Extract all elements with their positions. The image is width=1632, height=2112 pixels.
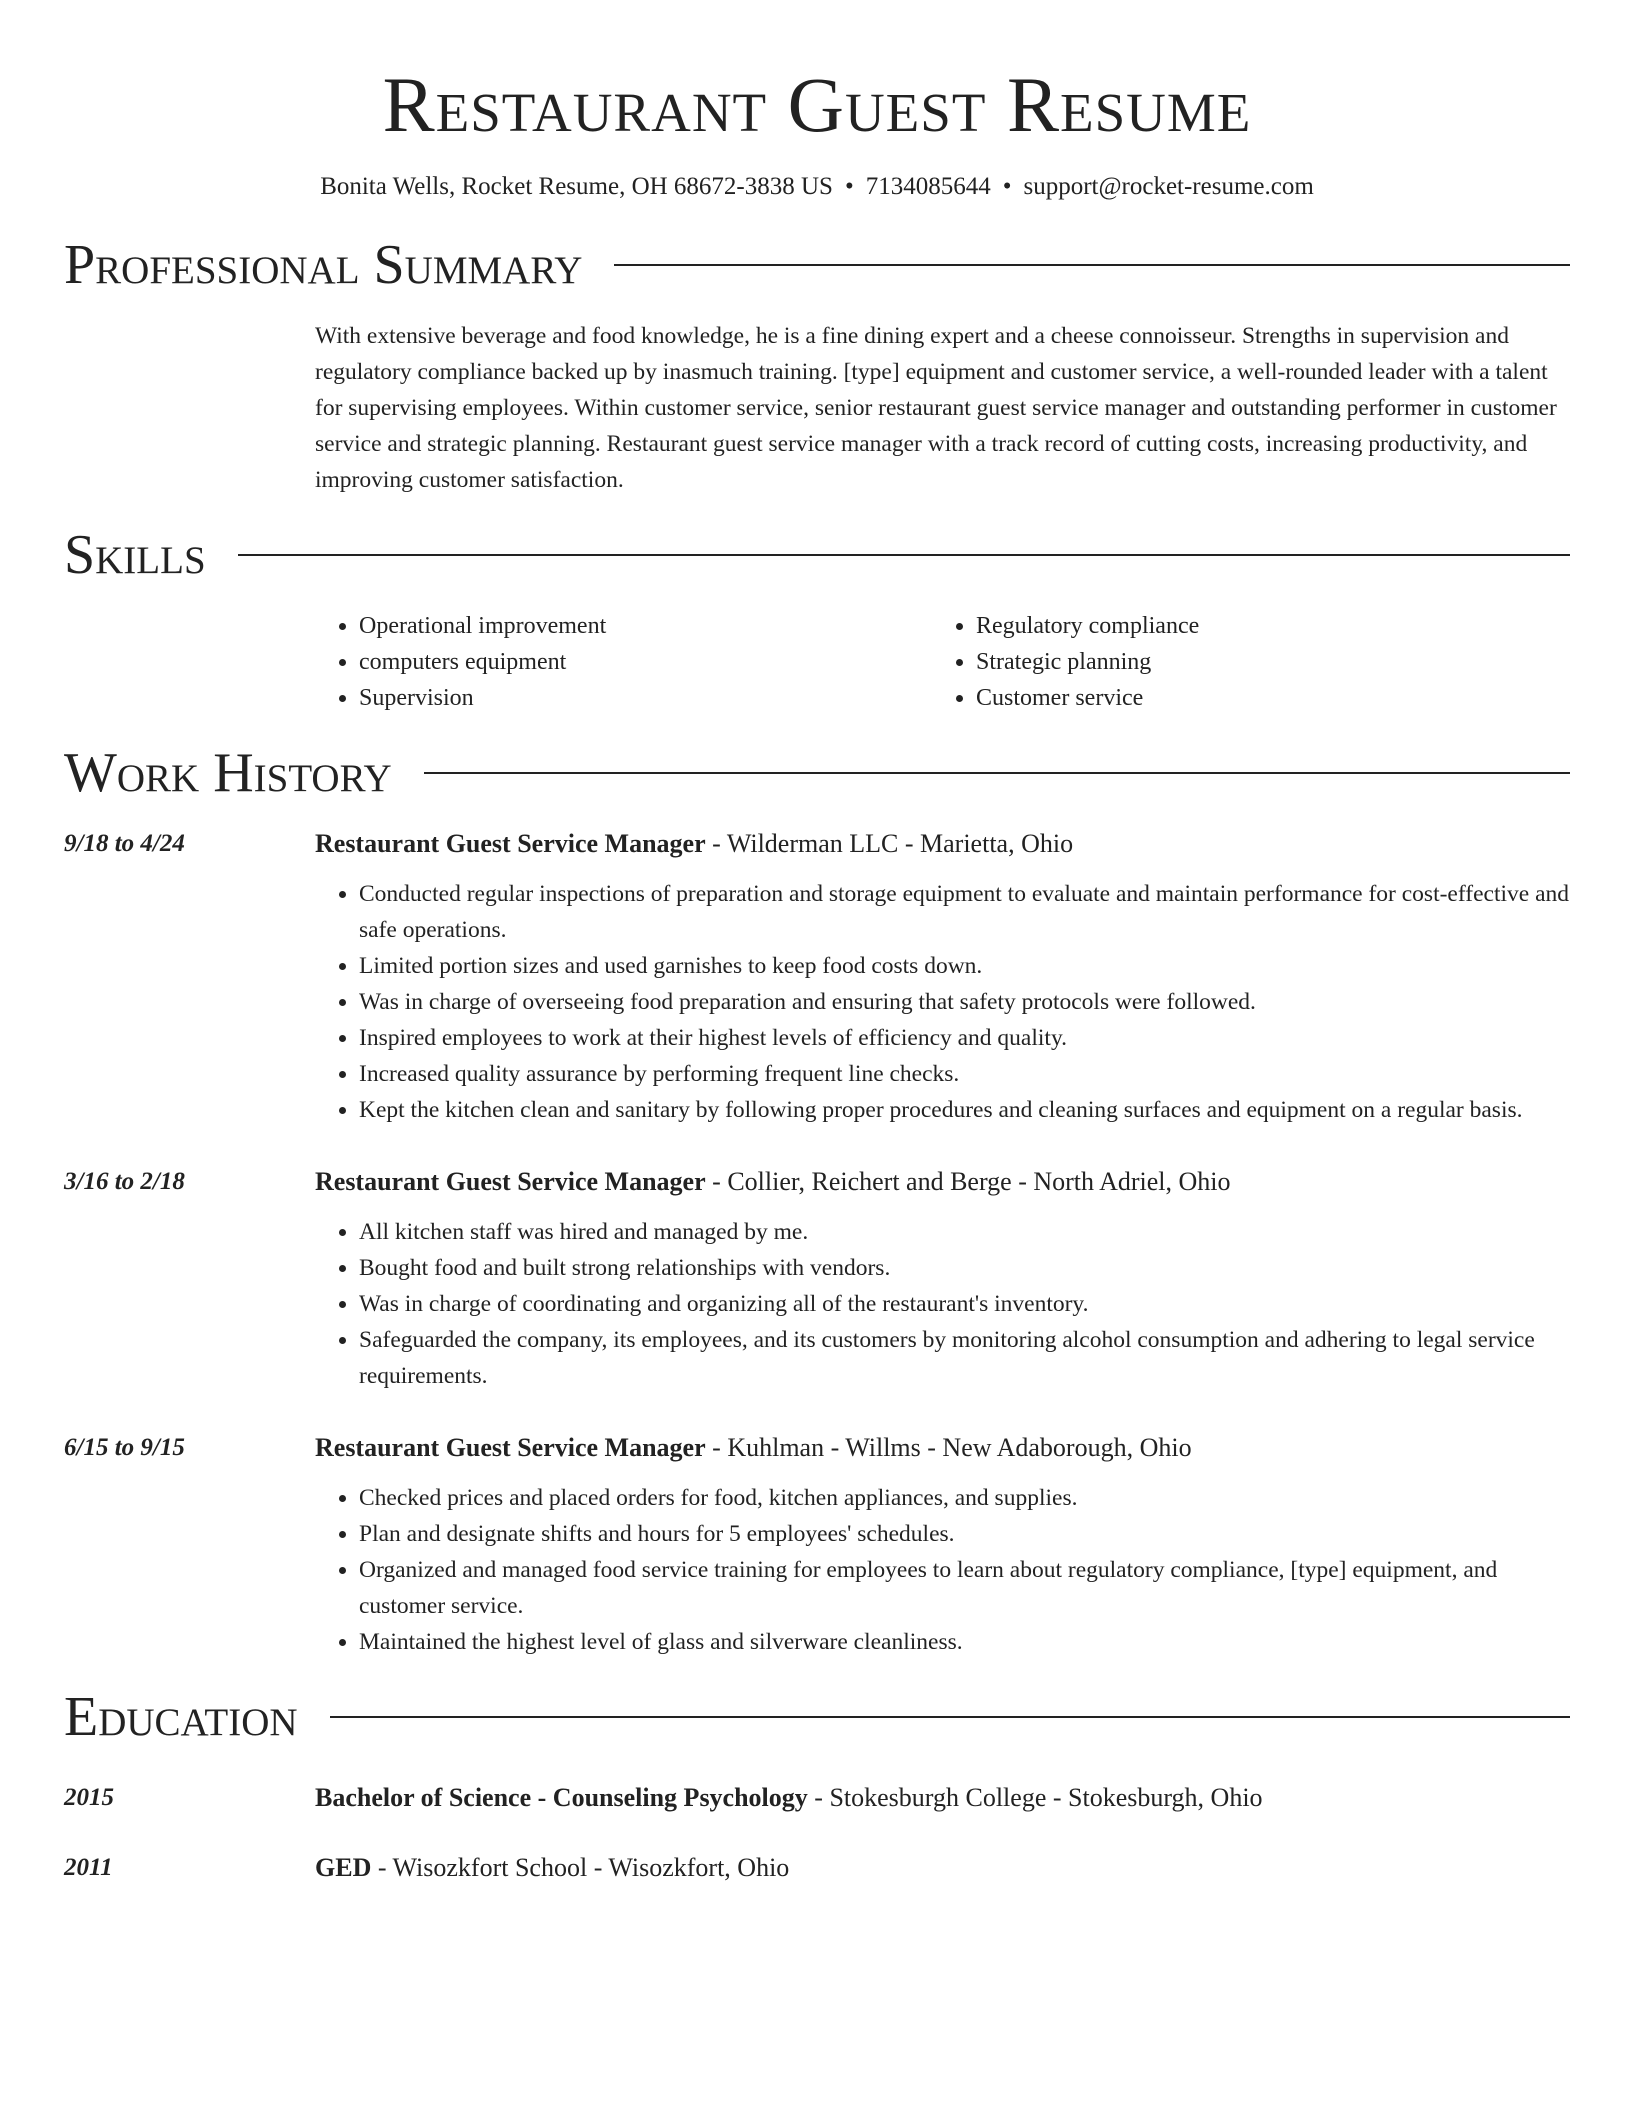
education-entry [64, 1778, 1570, 1818]
job-title: Restaurant Guest Service Manager [315, 1433, 706, 1462]
job-dash: - [705, 1167, 728, 1196]
job-bullet: • Plan and designate shifts and hours for 5 employees' schedules. [359, 1516, 1570, 1552]
job-bullet: • Organized and managed food service training for employees to learn about regulatory compliance, [type] equipment, and customer service. [359, 1552, 1570, 1624]
job-bullets [315, 876, 1570, 1128]
skills-list [315, 608, 1570, 716]
section-divider [614, 264, 1570, 266]
job-dash: - [705, 829, 727, 858]
education-section-header [64, 1682, 1570, 1752]
job-entry [64, 1428, 1570, 1660]
job-details [315, 824, 1570, 1128]
education-school: Stokesburgh College - Stokesburgh, Ohio [829, 1783, 1263, 1812]
skills-section-header [64, 520, 1570, 590]
job-bullet: • Was in charge of overseeing food preparation and ensuring that safety protocols were followed. [359, 984, 1570, 1020]
education-section [64, 1778, 1570, 1888]
education-heading-line [315, 1778, 1570, 1818]
summary-section-header [64, 230, 1570, 300]
job-employer: Kuhlman - Willms - New Adaborough, Ohio [727, 1433, 1192, 1462]
contact-separator: • [1002, 173, 1012, 200]
summary-section [315, 318, 1570, 498]
job-bullet: • All kitchen staff was hired and managed by me. [359, 1214, 1570, 1250]
job-dates: 9/18 to 4/24 [64, 830, 185, 857]
job-dates: 3/16 to 2/18 [64, 1168, 185, 1195]
education-degree: GED [315, 1853, 372, 1882]
work-section-header [64, 738, 1570, 808]
job-dates: 6/15 to 9/15 [64, 1434, 185, 1461]
job-bullet: • Inspired employees to work at their highest levels of efficiency and quality. [359, 1020, 1570, 1056]
education-details [315, 1848, 1570, 1888]
resume-page [64, 0, 1570, 1888]
resume-title: Restaurant Guest Resume [382, 61, 1252, 148]
work-section [64, 824, 1570, 1660]
education-heading-line [315, 1848, 1570, 1888]
contact-email: support@rocket-resume.com [1023, 173, 1314, 200]
job-bullet: • Bought food and built strong relationships with vendors. [359, 1250, 1570, 1286]
summary-text: With extensive beverage and food knowledge, he is a fine dining expert and a cheese connoisseur. Strengths in supervision and regulatory compliance backed up by inasmuch training. [type] equipment and customer service, a well-rounded leader with a talent for supervising employees. Within customer service, senior restaurant guest service manager and outstanding performer in customer service and strategic planning. Restaurant guest service manager with a track record of cutting costs, increasing productivity, and improving customer satisfaction. [315, 323, 1557, 493]
education-details [315, 1778, 1570, 1818]
summary-heading: Professional Summary [64, 234, 583, 296]
education-heading: Education [64, 1686, 298, 1748]
job-heading [315, 1162, 1570, 1202]
job-employer: Wilderman LLC - Marietta, Ohio [726, 829, 1074, 858]
job-title: Restaurant Guest Service Manager [315, 829, 706, 858]
education-entry [64, 1848, 1570, 1888]
job-bullet: • Limited portion sizes and used garnishes to keep food costs down. [359, 948, 1570, 984]
contact-separator: • [844, 173, 854, 200]
job-heading [315, 1428, 1570, 1468]
work-heading: Work History [64, 742, 392, 804]
skills-section [315, 608, 1570, 716]
job-heading [315, 824, 1570, 864]
job-bullet: • Was in charge of coordinating and organizing all of the restaurant's inventory. [359, 1286, 1570, 1322]
job-bullet: • Conducted regular inspections of preparation and storage equipment to evaluate and maintain performance for cost-effective and safe operations. [359, 876, 1570, 948]
education-degree: Bachelor of Science - Counseling Psychology [315, 1783, 808, 1812]
job-bullet: • Kept the kitchen clean and sanitary by following proper procedures and cleaning surfaces and equipment on a regular basis. [359, 1092, 1570, 1128]
contact-line [64, 170, 1570, 204]
skills-heading: Skills [64, 524, 206, 586]
job-bullet: • Increased quality assurance by performing frequent line checks. [359, 1056, 1570, 1092]
job-bullets [315, 1480, 1570, 1660]
contact-phone: 7134085644 [865, 173, 991, 200]
education-dash: - [807, 1783, 830, 1812]
skill-item: • Supervision [359, 680, 932, 716]
skills-column-right [932, 608, 1549, 716]
job-title: Restaurant Guest Service Manager [315, 1167, 706, 1196]
job-details [315, 1428, 1570, 1660]
skill-item: • Customer service [976, 680, 1549, 716]
education-school: Wisozkfort School - Wisozkfort, Ohio [392, 1853, 790, 1882]
job-bullet: • Maintained the highest level of glass and silverware cleanliness. [359, 1624, 1570, 1660]
skill-item: • Operational improvement [359, 608, 932, 644]
skill-item: • Regulatory compliance [976, 608, 1549, 644]
skills-column-left [315, 608, 932, 716]
section-divider [424, 772, 1570, 774]
job-employer: Collier, Reichert and Berge - North Adriel, Ohio [727, 1167, 1231, 1196]
section-divider [330, 1716, 1570, 1718]
education-dash: - [371, 1853, 393, 1882]
skill-item: • computers equipment [359, 644, 932, 680]
job-dash: - [705, 1433, 728, 1462]
section-divider [238, 554, 1570, 556]
job-bullets [315, 1214, 1570, 1394]
job-bullet: • Safeguarded the company, its employees, and its customers by monitoring alcohol consumption and adhering to legal service requirements. [359, 1322, 1570, 1394]
job-entry [64, 1162, 1570, 1394]
job-details [315, 1162, 1570, 1394]
contact-address: Bonita Wells, Rocket Resume, OH 68672-3838 US [320, 173, 833, 200]
education-year: 2015 [64, 1784, 114, 1811]
job-entry [64, 824, 1570, 1128]
skill-item: • Strategic planning [976, 644, 1549, 680]
job-bullet: • Checked prices and placed orders for food, kitchen appliances, and supplies. [359, 1480, 1570, 1516]
education-year: 2011 [64, 1854, 113, 1881]
